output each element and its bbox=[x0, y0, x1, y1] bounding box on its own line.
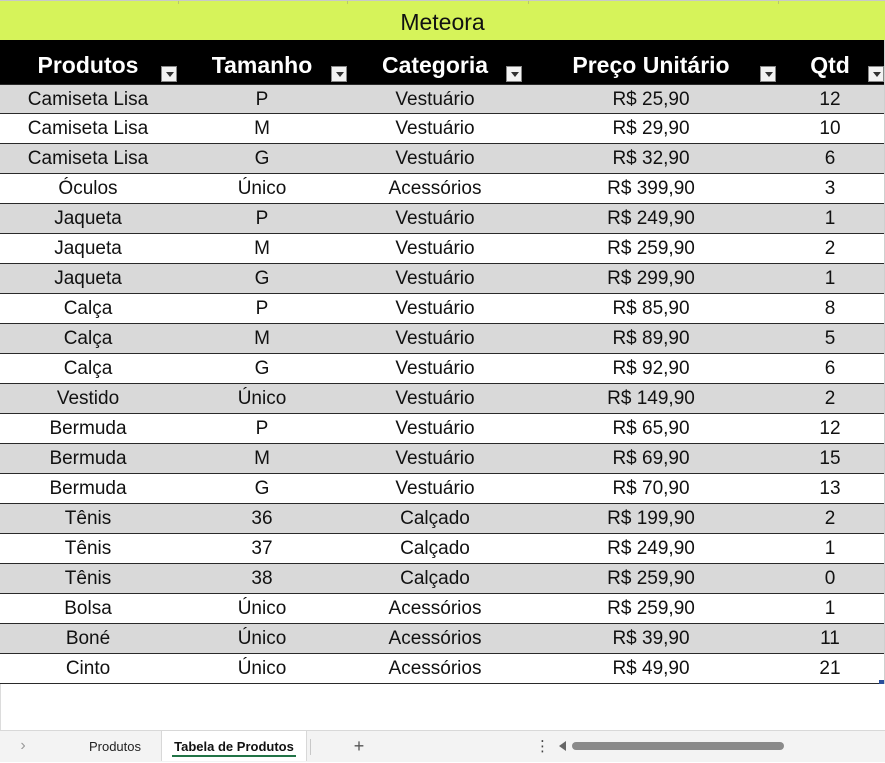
cell-produto[interactable]: Calça bbox=[63, 298, 113, 319]
cell-produto[interactable]: Tênis bbox=[64, 538, 112, 559]
cell-categoria[interactable]: Vestuário bbox=[395, 118, 475, 139]
cell-qtd[interactable]: 10 bbox=[819, 118, 841, 139]
cell-preco[interactable]: R$ 39,90 bbox=[612, 628, 690, 649]
filter-dropdown-icon[interactable] bbox=[161, 66, 177, 82]
table-row bbox=[0, 444, 885, 474]
cell-qtd[interactable]: 1 bbox=[824, 208, 836, 229]
cell-produto[interactable]: Bermuda bbox=[49, 478, 127, 499]
filter-dropdown-icon[interactable] bbox=[506, 66, 522, 82]
cell-categoria[interactable]: Acessórios bbox=[388, 658, 482, 679]
table-row bbox=[0, 354, 885, 384]
cell-qtd[interactable]: 1 bbox=[824, 598, 836, 619]
table-resize-handle[interactable] bbox=[879, 680, 884, 684]
cell-categoria[interactable]: Calçado bbox=[400, 568, 470, 589]
table-row bbox=[0, 504, 885, 534]
caret-left-icon[interactable] bbox=[559, 741, 566, 751]
table-header-row bbox=[0, 40, 885, 84]
cell-categoria[interactable]: Vestuário bbox=[395, 268, 475, 289]
cell-tamanho[interactable]: M bbox=[254, 328, 270, 349]
cell-produto[interactable]: Camiseta Lisa bbox=[27, 118, 149, 139]
cell-preco[interactable]: R$ 259,90 bbox=[607, 598, 695, 619]
cell-tamanho[interactable]: Único bbox=[237, 388, 287, 409]
cell-tamanho[interactable]: G bbox=[254, 358, 270, 379]
cell-preco[interactable]: R$ 199,90 bbox=[607, 508, 695, 529]
cell-categoria[interactable]: Vestuário bbox=[395, 208, 475, 229]
tab-produtos[interactable]: Produtos bbox=[88, 739, 142, 754]
cell-preco[interactable]: R$ 69,90 bbox=[612, 448, 690, 469]
table-title: Meteora bbox=[400, 9, 485, 35]
cell-categoria[interactable]: Vestuário bbox=[395, 358, 475, 379]
cell-categoria[interactable]: Vestuário bbox=[395, 388, 475, 409]
cell-categoria[interactable]: Vestuário bbox=[395, 448, 475, 469]
cell-categoria[interactable]: Acessórios bbox=[388, 178, 482, 199]
cell-produto[interactable]: Bermuda bbox=[49, 418, 127, 439]
cell-produto[interactable]: Jaqueta bbox=[54, 268, 122, 289]
table-row bbox=[0, 474, 885, 504]
empty-cells-area[interactable] bbox=[0, 684, 885, 730]
filter-dropdown-icon[interactable] bbox=[868, 66, 884, 82]
cell-categoria[interactable]: Acessórios bbox=[388, 598, 482, 619]
cell-tamanho[interactable]: P bbox=[255, 89, 269, 110]
cell-preco[interactable]: R$ 249,90 bbox=[607, 208, 695, 229]
filter-dropdown-icon[interactable] bbox=[760, 66, 776, 82]
cell-categoria[interactable]: Vestuário bbox=[395, 478, 475, 499]
cell-qtd[interactable]: 1 bbox=[824, 268, 836, 289]
cell-tamanho[interactable]: G bbox=[254, 478, 270, 499]
table-row bbox=[0, 204, 885, 234]
cell-tamanho[interactable]: P bbox=[255, 418, 269, 439]
cell-qtd[interactable]: 5 bbox=[824, 328, 836, 349]
cell-produto[interactable]: Vestido bbox=[56, 388, 120, 409]
cell-produto[interactable]: Jaqueta bbox=[54, 238, 122, 259]
cell-produto[interactable]: Boné bbox=[65, 628, 111, 649]
cell-produto[interactable]: Camiseta Lisa bbox=[27, 148, 149, 169]
table-row bbox=[0, 264, 885, 294]
table-row bbox=[0, 534, 885, 564]
cell-tamanho[interactable]: M bbox=[254, 448, 270, 469]
cell-qtd[interactable]: 11 bbox=[820, 628, 840, 649]
cell-produto[interactable]: Tênis bbox=[64, 508, 112, 529]
cell-qtd[interactable]: 2 bbox=[824, 508, 836, 529]
cell-qtd[interactable]: 1 bbox=[824, 538, 836, 559]
cell-qtd[interactable]: 13 bbox=[819, 478, 841, 499]
header-tamanho[interactable]: Tamanho bbox=[211, 52, 313, 78]
cell-tamanho[interactable]: G bbox=[254, 148, 270, 169]
cell-preco[interactable]: R$ 399,90 bbox=[607, 178, 695, 199]
cell-tamanho[interactable]: M bbox=[254, 118, 270, 139]
table-row bbox=[0, 84, 885, 114]
cell-qtd[interactable]: 6 bbox=[824, 358, 836, 379]
cell-categoria[interactable]: Vestuário bbox=[395, 298, 475, 319]
tab-divider bbox=[310, 739, 311, 755]
cell-tamanho[interactable]: Único bbox=[237, 628, 287, 649]
cell-preco[interactable]: R$ 92,90 bbox=[612, 358, 690, 379]
cell-qtd[interactable]: 6 bbox=[824, 148, 836, 169]
header-categoria[interactable]: Categoria bbox=[381, 52, 489, 78]
table-row bbox=[0, 654, 885, 684]
cell-tamanho[interactable]: Único bbox=[237, 658, 287, 679]
cell-qtd[interactable]: 3 bbox=[824, 178, 836, 199]
cell-preco[interactable]: R$ 149,90 bbox=[607, 388, 695, 409]
active-tab-indicator bbox=[172, 755, 296, 757]
cell-tamanho[interactable]: Único bbox=[237, 178, 287, 199]
cell-qtd[interactable]: 0 bbox=[824, 568, 836, 589]
table-row bbox=[0, 144, 885, 174]
table-row bbox=[0, 114, 885, 144]
cell-produto[interactable]: Camiseta Lisa bbox=[27, 89, 149, 110]
cell-qtd[interactable]: 12 bbox=[819, 89, 841, 110]
table-row bbox=[0, 384, 885, 414]
cell-produto[interactable]: Óculos bbox=[58, 178, 118, 199]
sheet-tab-bar bbox=[0, 730, 885, 762]
cell-produto[interactable]: Cinto bbox=[65, 658, 111, 679]
cell-produto[interactable]: Calça bbox=[63, 358, 113, 379]
cell-categoria[interactable]: Vestuário bbox=[395, 328, 475, 349]
cell-produto[interactable]: Calça bbox=[63, 328, 113, 349]
cell-qtd[interactable]: 21 bbox=[819, 658, 841, 679]
header-preco-unitario[interactable]: Preço Unitário bbox=[572, 52, 730, 78]
table-row bbox=[0, 624, 885, 654]
header-qtd[interactable]: Qtd bbox=[810, 52, 850, 78]
cell-preco[interactable]: R$ 299,90 bbox=[607, 268, 695, 289]
plus-icon[interactable]: + bbox=[353, 736, 365, 756]
cell-categoria[interactable]: Vestuário bbox=[395, 238, 475, 259]
cell-tamanho[interactable]: G bbox=[254, 268, 270, 289]
cell-categoria[interactable]: Vestuário bbox=[395, 148, 475, 169]
cell-preco[interactable]: R$ 29,90 bbox=[612, 118, 690, 139]
cell-preco[interactable]: R$ 249,90 bbox=[607, 538, 695, 559]
cell-qtd[interactable]: 8 bbox=[824, 298, 836, 319]
cell-categoria[interactable]: Calçado bbox=[400, 538, 470, 559]
cell-qtd[interactable]: 12 bbox=[819, 418, 841, 439]
table-row bbox=[0, 294, 885, 324]
title-banner[interactable] bbox=[0, 0, 885, 40]
table-row bbox=[0, 414, 885, 444]
cell-preco[interactable]: R$ 70,90 bbox=[612, 478, 690, 499]
cell-tamanho[interactable]: Único bbox=[237, 598, 287, 619]
cell-produto[interactable]: Bermuda bbox=[49, 448, 127, 469]
cell-produto[interactable]: Bolsa bbox=[64, 598, 112, 619]
table-row bbox=[0, 174, 885, 204]
header-produtos[interactable]: Produtos bbox=[37, 52, 139, 78]
horizontal-scrollbar[interactable] bbox=[572, 742, 784, 750]
table-row bbox=[0, 234, 885, 264]
cell-produto[interactable]: Jaqueta bbox=[54, 208, 122, 229]
cell-categoria[interactable]: Calçado bbox=[400, 508, 470, 529]
cell-preco[interactable]: R$ 85,90 bbox=[612, 298, 690, 319]
cell-preco[interactable]: R$ 259,90 bbox=[607, 238, 695, 259]
cell-tamanho[interactable]: P bbox=[255, 298, 269, 319]
cell-preco[interactable]: R$ 32,90 bbox=[612, 148, 690, 169]
cell-produto[interactable]: Tênis bbox=[64, 568, 112, 589]
cell-tamanho[interactable]: P bbox=[255, 208, 269, 229]
filter-dropdown-icon[interactable] bbox=[331, 66, 347, 82]
cell-qtd[interactable]: 2 bbox=[824, 388, 836, 409]
cell-qtd[interactable]: 15 bbox=[819, 448, 841, 469]
tab-tabela-de-produtos[interactable] bbox=[161, 731, 307, 761]
cell-categoria[interactable]: Acessórios bbox=[388, 628, 482, 649]
cell-preco[interactable]: R$ 89,90 bbox=[612, 328, 690, 349]
tab-label: Tabela de Produtos bbox=[174, 739, 294, 754]
cell-tamanho[interactable]: 36 bbox=[251, 508, 273, 529]
cell-tamanho[interactable]: 38 bbox=[251, 568, 273, 589]
cell-qtd[interactable]: 2 bbox=[824, 238, 836, 259]
cell-tamanho[interactable]: 37 bbox=[251, 538, 273, 559]
cell-preco[interactable]: R$ 65,90 bbox=[612, 418, 690, 439]
cell-preco[interactable]: R$ 49,90 bbox=[612, 658, 690, 679]
cell-preco[interactable]: R$ 25,90 bbox=[612, 89, 690, 110]
table-row bbox=[0, 594, 885, 624]
cell-categoria[interactable]: Vestuário bbox=[395, 418, 475, 439]
cell-preco[interactable]: R$ 259,90 bbox=[607, 568, 695, 589]
chevron-right-icon[interactable]: › bbox=[20, 737, 26, 754]
cell-categoria[interactable]: Vestuário bbox=[395, 89, 475, 110]
vertical-ellipsis-icon[interactable]: ⋮ bbox=[535, 738, 550, 755]
cell-tamanho[interactable]: M bbox=[254, 238, 270, 259]
table-row bbox=[0, 564, 885, 594]
table-row bbox=[0, 324, 885, 354]
